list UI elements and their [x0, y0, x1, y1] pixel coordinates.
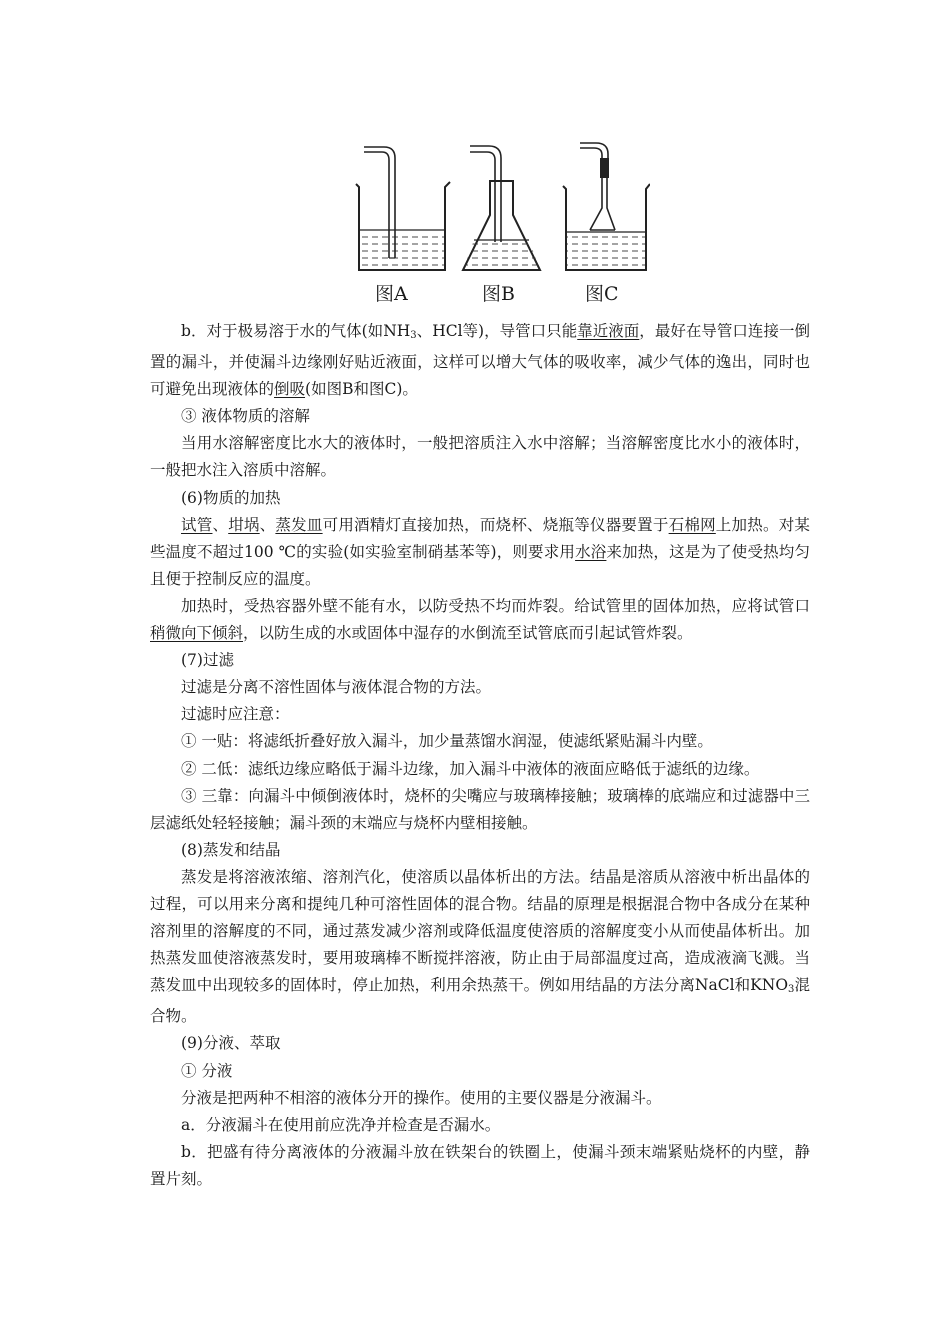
list-item: ③ 三靠：向漏斗中倾倒液体时，烧杯的尖嘴应与玻璃棒接触；玻璃棒的底端应和过滤器中三层滤纸处轻轻接触；漏斗颈的末端应与烧杯内壁相接触。 [150, 786, 810, 832]
figure-c-beaker-funnel [563, 143, 650, 270]
figure-a-beaker [356, 147, 450, 270]
paragraph-liquid-dissolution: 当用水溶解密度比水大的液体时，一般把溶质注入水中溶解；当溶解密度比水小的液体时，一般把水注入溶质中溶解。 [150, 434, 810, 480]
list-item: ① 一贴：将滤纸折叠好放入漏斗，加少量蒸馏水润湿，使滤纸紧贴漏斗内壁。 [181, 732, 713, 751]
text-span: b．对于极易溶于水的气体(如NH [181, 322, 411, 340]
text-span: 、 [212, 515, 229, 534]
paragraph-evaporation [150, 864, 810, 1031]
subscript: 3 [788, 984, 795, 996]
paragraph-b-gas-absorption [150, 318, 810, 403]
paragraph-filtration-notes: 过滤时应注意： [181, 705, 290, 724]
underlined-term: 倒吸 [274, 380, 306, 399]
text-span: (如图B和图C)。 [305, 380, 418, 399]
heading-filtration: (7)过滤 [181, 651, 234, 670]
apparatus-figure [332, 122, 650, 312]
underlined-term: 试管 [181, 515, 213, 534]
underlined-term: 靠近液面 [577, 322, 640, 340]
paragraph-heating-caution [150, 593, 810, 647]
underlined-term: 蒸发皿 [275, 515, 323, 534]
heading-liquid-separation: ① 分液 [181, 1061, 233, 1080]
figure-b-flask [463, 146, 540, 270]
text-span: 上加热。对某些温度不超过100 ℃的实验(如实验室制硝基苯等)，则要求用 [150, 515, 810, 561]
apparatus-diagram [332, 122, 650, 312]
text-span: 蒸发是将溶液浓缩、溶剂汽化，使溶质以晶体析出的方法。结晶是溶质从溶液中析出晶体的过程，可以用来分离和提纯几种可溶性固体的混合物。结晶的原理是根据混合物中各成分在某种溶剂里的溶解度的不同，通过蒸发减少溶剂或降低温度使溶质的溶解度变小从而使晶体析出。加热蒸发皿使溶液蒸发时，要用玻璃棒不断搅拌溶液，防止由于局部温度过高，造成液滴飞溅。当蒸发皿中出现较多的固体时，停止加热，利用余热蒸干。例如用结晶的方法分离NaCl和KNO [150, 867, 810, 995]
heading-heating: (6)物质的加热 [181, 488, 281, 507]
text-span: 、 [259, 515, 276, 534]
underlined-term: 水浴 [575, 542, 607, 561]
text-span: 加热时，受热容器外壁不能有水，以防受热不均而炸裂。给试管里的固体加热，应将试管口 [181, 596, 810, 615]
subscript: 3 [410, 330, 417, 341]
list-item: a．分液漏斗在使用前应洗净并检查是否漏水。 [181, 1115, 501, 1134]
caption-figure-a: 图A [375, 283, 408, 305]
list-item: ② 二低：滤纸边缘应略低于漏斗边缘，加入漏斗中液体的液面应略低于滤纸的边缘。 [181, 759, 760, 778]
text-span: ，最好在导管口连接一倒置的漏斗，并使漏斗边缘刚好贴近液面，这样可以增大气体的吸收率，减少气体的逸出，同时也可避免出现液体的 [150, 322, 810, 399]
body-text [150, 318, 810, 1193]
paragraph-filtration: 过滤是分离不溶性固体与液体混合物的方法。 [181, 678, 492, 697]
heading-separation: (9)分液、萃取 [181, 1034, 281, 1053]
list-item: b．把盛有待分离液体的分液漏斗放在铁架台的铁圈上，使漏斗颈末端紧贴烧杯的内壁，静置片刻。 [150, 1142, 810, 1188]
underlined-term: 坩埚 [228, 515, 260, 534]
text-span: ，以防生成的水或固体中湿存的水倒流至试管底而引起试管炸裂。 [243, 624, 693, 643]
text-span: 混合物。 [150, 976, 810, 1026]
paragraph-liquid-separation: 分液是把两种不相溶的液体分开的操作。使用的主要仪器是分液漏斗。 [181, 1088, 662, 1107]
text-span: 、HCl等)，导管口只能 [416, 322, 578, 340]
paragraph-heating [150, 512, 810, 593]
caption-figure-c: 图C [585, 283, 619, 305]
text-span: 可用酒精灯直接加热，而烧杯、烧瓶等仪器要置于 [322, 515, 669, 534]
heading-evaporation: (8)蒸发和结晶 [181, 840, 281, 859]
heading-liquid-dissolution: ③ 液体物质的溶解 [181, 407, 310, 426]
caption-figure-b: 图B [482, 283, 515, 305]
text-span: 来加热，这是为了使受热均匀且便于控制反应的温度。 [150, 542, 810, 588]
underlined-term: 稍微向下倾斜 [150, 624, 244, 643]
underlined-term: 石棉网 [668, 515, 716, 534]
